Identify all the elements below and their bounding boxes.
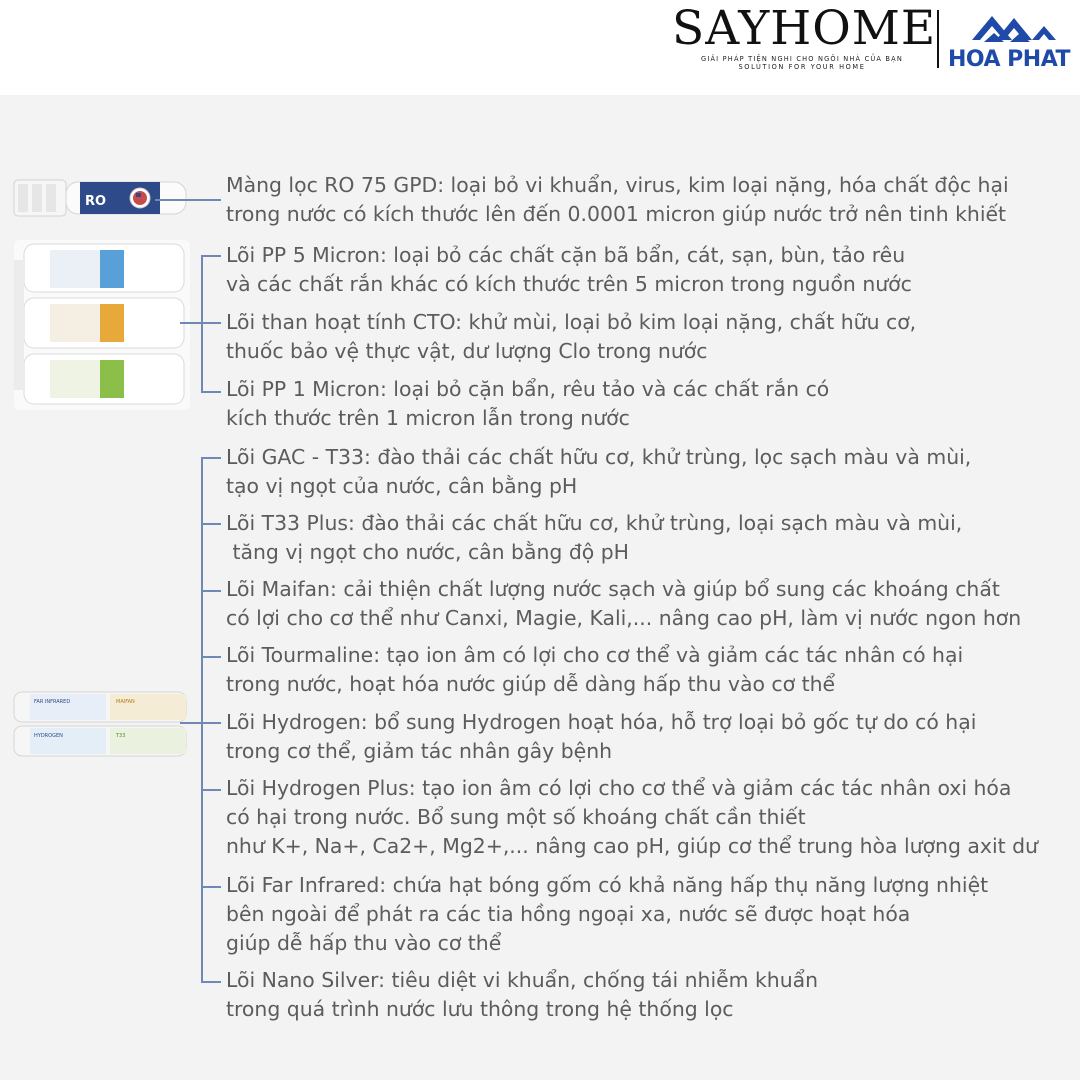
desc-line: Lõi GAC - T33: đào thải các chất hữu cơ, khử trùng, lọc sạch màu và mùi, — [226, 445, 972, 469]
desc-line: Lõi PP 1 Micron: loại bỏ cặn bẩn, rêu tảo và các chất rắn có — [226, 377, 830, 401]
connector-gac — [201, 457, 221, 459]
cto-description — [226, 308, 916, 366]
tourmaline-description — [226, 641, 963, 699]
brand-tagline-vi: GIẢI PHÁP TIỆN NGHI CHO NGÔI NHÀ CỦA BẠN — [701, 55, 903, 63]
desc-line: Lõi PP 5 Micron: loại bỏ các chất cặn bã bẩn, cát, sạn, bùn, tảo rêu — [226, 243, 906, 267]
far-infrared-label: FAR INFRARED — [34, 699, 71, 705]
maifan-label: MAIFAN — [116, 699, 135, 705]
desc-line: Lõi Nano Silver: tiêu diệt vi khuẩn, chống tái nhiễm khuẩn — [226, 968, 819, 992]
desc-line: Lõi Tourmaline: tạo ion âm có lợi cho cơ thể và giảm các tác nhân có hại — [226, 643, 964, 667]
pp1-description — [226, 375, 829, 433]
desc-line: Màng lọc RO 75 GPD: loại bỏ vi khuẩn, virus, kim loại nặng, hóa chất độc hại — [226, 173, 1009, 197]
logo-divider — [937, 10, 939, 68]
desc-line: Lõi T33 Plus: đào thải các chất hữu cơ, khử trùng, loại sạch màu và mùi, — [226, 511, 963, 535]
connector-trunk-1 — [201, 255, 203, 392]
desc-line: tăng vị ngọt cho nước, cân bằng độ pH — [226, 540, 630, 564]
nanosilver-description — [226, 966, 818, 1024]
three-cartridge-image — [14, 240, 190, 410]
brand-tagline-en: SOLUTION FOR YOUR HOME — [738, 63, 866, 71]
desc-line: giúp dễ hấp thu vào cơ thể — [226, 931, 502, 955]
desc-line: trong cơ thể, giảm tác nhân gây bệnh — [226, 739, 613, 763]
functional-cartridges-image — [12, 688, 188, 758]
brand-name: SAYHOME — [672, 1, 937, 56]
t33plus-description — [226, 509, 962, 567]
desc-line: trong quá trình nước lưu thông trong hệ thống lọc — [226, 997, 734, 1021]
connector-trunk-2 — [201, 457, 203, 982]
gac-description — [226, 443, 971, 501]
connector-cto — [180, 322, 221, 324]
connector-t33plus — [201, 523, 221, 525]
connector-hydrogenplus — [201, 789, 221, 791]
hydrogen-description — [226, 708, 976, 766]
connector-ro — [155, 199, 221, 201]
ro-label: RO — [85, 194, 107, 209]
maifan-description — [226, 575, 1021, 633]
desc-line: trong nước có kích thước lên đến 0.0001 micron giúp nước trở nên tinh khiết — [226, 202, 1007, 226]
t33-label: T33 — [116, 733, 126, 739]
desc-line: có lợi cho cơ thể như Canxi, Magie, Kali,... nâng cao pH, làm vị nước ngon hơn — [226, 606, 1022, 630]
connector-pp1 — [201, 391, 221, 393]
desc-line: trong nước, hoạt hóa nước giúp dễ dàng hấp thu vào cơ thể — [226, 672, 836, 696]
desc-line: có hại trong nước. Bổ sung một số khoáng chất cần thiết — [226, 805, 806, 829]
connector-maifan — [201, 590, 221, 592]
farinfrared-description — [226, 871, 988, 958]
desc-line: Lõi Hydrogen: bổ sung Hydrogen hoạt hóa, hỗ trợ loại bỏ gốc tự do có hại — [226, 710, 977, 734]
hydrogenplus-description — [226, 774, 1038, 861]
connector-farinfrared — [201, 886, 221, 888]
connector-nanosilver — [201, 981, 221, 983]
desc-line: Lõi Maifan: cải thiện chất lượng nước sạch và giúp bổ sung các khoáng chất — [226, 577, 1000, 601]
desc-line: Lõi Far Infrared: chứa hạt bóng gốm có khả năng hấp thụ năng lượng nhiệt — [226, 873, 989, 897]
connector-pp5 — [201, 255, 221, 257]
hoa-phat-roof-icon — [944, 6, 1074, 48]
ro-description — [226, 171, 1009, 229]
desc-line: như K+, Na+, Ca2+, Mg2+,... nâng cao pH, giúp cơ thể trung hòa lượng axit dư — [226, 834, 1038, 858]
connector-tourmaline — [201, 656, 221, 658]
desc-line: Lõi than hoạt tính CTO: khử mùi, loại bỏ kim loại nặng, chất hữu cơ, — [226, 310, 917, 334]
sayhome-logo — [672, 1, 937, 72]
hoa-phat-text: HOA PHAT — [947, 47, 1071, 72]
ro-membrane-image — [12, 172, 188, 222]
desc-line: bên ngoài để phát ra các tia hồng ngoại xa, nước sẽ được hoạt hóa — [226, 902, 911, 926]
hoa-phat-logo — [944, 6, 1074, 74]
hydrogen-label: HYDROGEN — [34, 733, 63, 739]
desc-line: thuốc bảo vệ thực vật, dư lượng Clo trong nước — [226, 339, 708, 363]
pp5-description — [226, 241, 912, 299]
desc-line: tạo vị ngọt của nước, cân bằng pH — [226, 474, 578, 498]
desc-line: và các chất rắn khác có kích thước trên 5 micron trong nguồn nước — [226, 272, 912, 296]
desc-line: kích thước trên 1 micron lẫn trong nước — [226, 406, 630, 430]
desc-line: Lõi Hydrogen Plus: tạo ion âm có lợi cho cơ thể và giảm các tác nhân oxi hóa — [226, 776, 1012, 800]
connector-hydrogen — [180, 722, 221, 724]
